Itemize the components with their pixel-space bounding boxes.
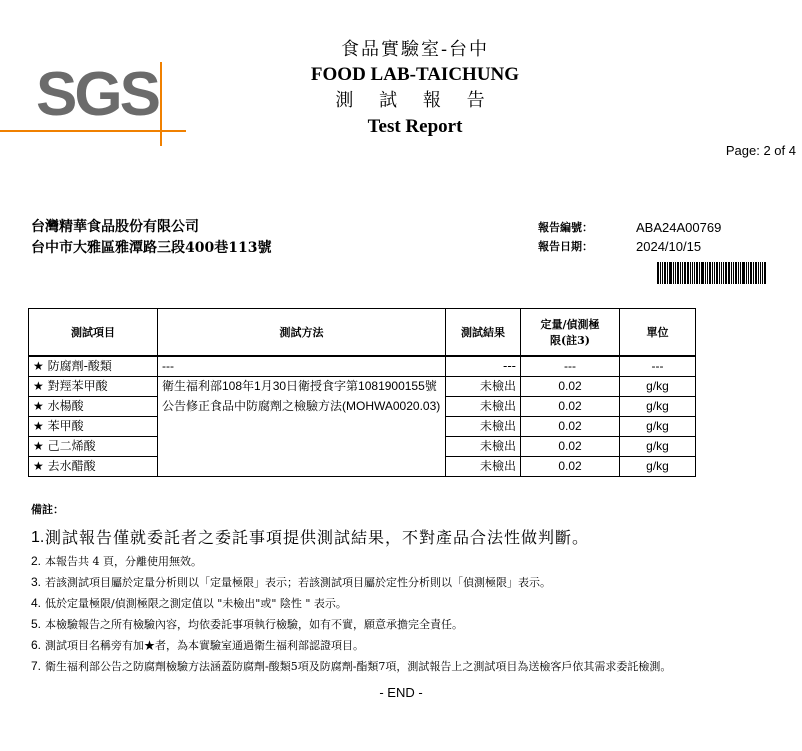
row-method: ---: [158, 356, 446, 377]
row-result: 未檢出: [446, 377, 521, 397]
barcode-bar: [673, 262, 674, 284]
row-item: ★ 苯甲酸: [29, 417, 158, 437]
row-item: ★ 防腐劑-酸類: [29, 356, 158, 377]
barcode: [657, 262, 774, 284]
note-text: 測試項目名稱旁有加★者，為本實驗室通過衛生福利部認證項目。: [45, 639, 364, 652]
barcode-bar: [755, 262, 757, 284]
report-date-value: 2024/10/15: [636, 239, 702, 254]
row-unit: g/kg: [620, 397, 696, 417]
note-text: 測試報告僅就委託者之委託事項提供測試結果，不對產品合法性做判斷。: [45, 528, 590, 547]
barcode-bar: [696, 262, 698, 284]
barcode-bar: [746, 262, 747, 284]
barcode-bar: [657, 262, 659, 284]
barcode-bar: [669, 262, 672, 284]
row-unit: g/kg: [620, 457, 696, 477]
barcode-bar: [735, 262, 737, 284]
end-marker: - END -: [379, 685, 423, 700]
table-header-row: [29, 309, 696, 357]
note-item: [31, 553, 776, 570]
note-item: [31, 616, 776, 633]
report-number-value: ABA24A00769: [636, 220, 722, 235]
method-description: [158, 377, 446, 477]
note-item: [31, 595, 776, 612]
note-number: 2.: [31, 554, 42, 568]
barcode-bar: [762, 262, 763, 284]
client-address: 台中市大雅區雅潭路三段400巷113號: [31, 240, 272, 256]
barcode-bar: [719, 262, 720, 284]
row-limit: 0.02: [521, 397, 620, 417]
note-number: 5.: [31, 617, 42, 631]
barcode-bar: [684, 262, 686, 284]
row-unit: g/kg: [620, 417, 696, 437]
barcode-bar: [667, 262, 668, 284]
report-number-label: 報告編號：: [538, 221, 593, 234]
report-date-label: 報告日期：: [538, 240, 593, 253]
note-number: 3.: [31, 575, 42, 589]
report-number-row: [538, 218, 721, 237]
report-title-en: Test Report: [367, 116, 463, 137]
barcode-bar: [712, 262, 713, 284]
header-item: 測試項目: [29, 309, 158, 357]
note-text: 若該測試項目屬於定量分析則以「定量極限」表示；若該測試項目屬於定性分析則以「偵測極限」表示。: [45, 576, 551, 589]
row-item: ★ 水楊酸: [29, 397, 158, 417]
barcode-bar: [664, 262, 666, 284]
barcode-bar: [721, 262, 722, 284]
results-table: [28, 308, 696, 477]
note-text: 本檢驗報告之所有檢驗內容，均依委託事項執行檢驗，如有不實，願意承擔完全責任。: [45, 618, 463, 631]
report-title-zh: 測 試 報 告: [335, 90, 495, 111]
row-limit: 0.02: [521, 457, 620, 477]
barcode-bar: [701, 262, 704, 284]
barcode-bar: [738, 262, 739, 284]
barcode-bar: [748, 262, 749, 284]
barcode-bar: [742, 262, 745, 284]
barcode-bar: [699, 262, 700, 284]
row-item: ★ 己二烯酸: [29, 437, 158, 457]
barcode-bar: [758, 262, 759, 284]
barcode-bar: [753, 262, 754, 284]
barcode-bar: [692, 262, 693, 284]
header-limit: [521, 309, 620, 357]
row-result: 未檢出: [446, 437, 521, 457]
barcode-bar: [728, 262, 730, 284]
row-item: ★ 對羥苯甲酸: [29, 377, 158, 397]
header-method: 測試方法: [158, 309, 446, 357]
row-item: ★ 去水醋酸: [29, 457, 158, 477]
barcode-bar: [764, 262, 766, 284]
report-date-row: [538, 237, 721, 256]
note-number: 7.: [31, 659, 42, 673]
row-unit: g/kg: [620, 437, 696, 457]
barcode-bar: [680, 262, 681, 284]
client-name: 台灣精華食品股份有限公司: [31, 219, 199, 235]
note-text: 衛生福利部公告之防腐劑檢驗方法涵蓋防腐劑-酸類5項及防腐劑-酯類7項，測試報告上之測試項目為送檢客戶依其需求委託檢測。: [45, 660, 672, 673]
lab-name-en: FOOD LAB-TAICHUNG: [310, 64, 520, 85]
lab-name-zh: 食品實驗室-台中: [340, 39, 490, 60]
header-limit-text: 定量/偵測極限(註3): [540, 318, 600, 347]
barcode-bar: [707, 262, 708, 284]
row-limit: ---: [521, 356, 620, 377]
logo-accent-horizontal: [0, 130, 186, 132]
barcode-bar: [687, 262, 689, 284]
note-item: [31, 637, 776, 654]
row-result: 未檢出: [446, 457, 521, 477]
row-result: 未檢出: [446, 417, 521, 437]
barcode-bar: [731, 262, 732, 284]
barcode-bar: [740, 262, 741, 284]
note-item: [31, 527, 776, 549]
barcode-bar: [760, 262, 761, 284]
row-limit: 0.02: [521, 377, 620, 397]
sgs-logo: [0, 30, 190, 129]
barcode-bar: [677, 262, 679, 284]
method-text: 衛生福利部108年1月30日衛授食字第1081900155號公告修正食品中防腐劑之檢驗方法(MOHWA0020.03): [162, 379, 441, 413]
row-result: 未檢出: [446, 397, 521, 417]
barcode-bar: [733, 262, 734, 284]
notes-title: 備註：: [31, 503, 64, 516]
page-number: Page: 2 of 4: [725, 143, 796, 158]
note-text: 本報告共 4 頁，分離使用無效。: [45, 555, 202, 568]
barcode-bar: [690, 262, 691, 284]
barcode-bar: [662, 262, 663, 284]
header-unit: 單位: [620, 309, 696, 357]
client-info: [31, 217, 271, 259]
barcode-bar: [750, 262, 752, 284]
barcode-bar: [705, 262, 706, 284]
notes-section: [31, 501, 776, 679]
row-unit: g/kg: [620, 377, 696, 397]
report-header: [250, 38, 580, 140]
table-row: [29, 356, 696, 377]
note-number: 4.: [31, 596, 42, 610]
row-result: ---: [446, 356, 521, 377]
barcode-bar: [682, 262, 683, 284]
note-text: 低於定量極限/偵測極限之測定值以 "未檢出"或" 陰性 " 表示。: [45, 597, 347, 610]
table-row: [29, 377, 696, 397]
logo-text: SGS: [36, 60, 158, 129]
note-number: 6.: [31, 638, 42, 652]
row-unit: ---: [620, 356, 696, 377]
row-limit: 0.02: [521, 417, 620, 437]
barcode-bar: [716, 262, 718, 284]
report-meta: [538, 218, 721, 256]
note-item: [31, 658, 776, 675]
note-number: 1.: [31, 529, 45, 546]
barcode-bar: [660, 262, 661, 284]
logo-accent-vertical: [160, 62, 162, 146]
barcode-bar: [675, 262, 676, 284]
note-item: [31, 574, 776, 591]
barcode-bar: [725, 262, 727, 284]
header-result: 測試結果: [446, 309, 521, 357]
row-limit: 0.02: [521, 437, 620, 457]
barcode-bar: [694, 262, 695, 284]
barcode-bar: [709, 262, 711, 284]
barcode-bar: [723, 262, 724, 284]
barcode-bar: [714, 262, 715, 284]
